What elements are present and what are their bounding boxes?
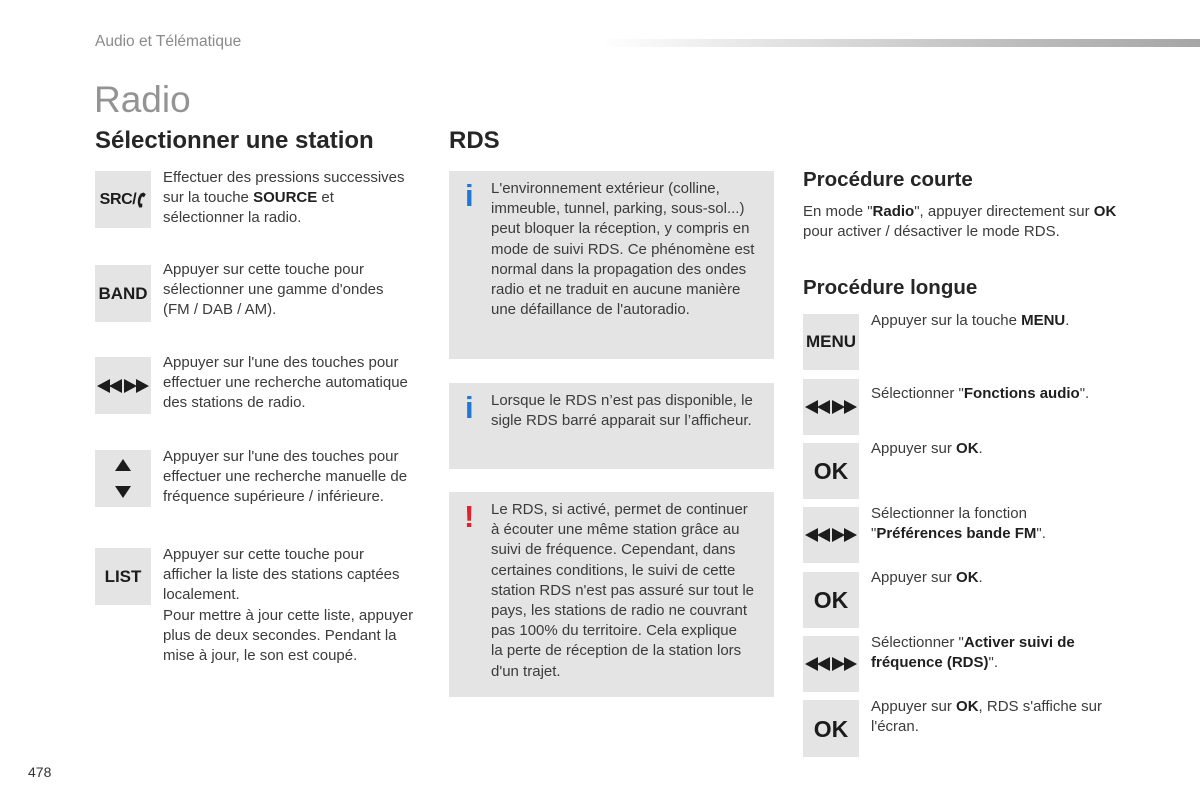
text-segment: Effectuer des pressions successives [163,169,405,186]
ok-key [803,443,859,499]
text-segment: et [317,189,334,207]
rds-info-note [449,171,774,359]
bold-text: SOURCE [253,189,318,207]
text-segment: radio et ne traduit en aucune manière [491,280,741,298]
seek-buttons-icon [805,657,857,671]
text-line [491,280,754,300]
text-line [491,540,754,560]
text-line [163,646,413,666]
menu-key [803,314,859,370]
text-line [491,300,754,320]
text-segment: à écouter une même station grâce au [491,521,740,539]
text-segment: mode de suivi RDS. Ce phénomène est [491,240,755,258]
seek-buttons-icon [805,400,857,414]
text-line [491,199,754,219]
text-segment: localement. [163,586,240,604]
text-segment: peut bloquer la réception, y compris en [491,220,750,238]
text-line [163,260,384,280]
text-line [491,641,754,661]
up-down-key [95,450,151,507]
seek-key [803,379,859,435]
text-line [491,520,754,540]
text-segment: " [871,525,877,543]
text-line [163,373,408,393]
band-key-label: BAND [98,283,148,303]
rds-unavailable-note [449,383,774,469]
text-line [871,384,1089,404]
text-segment: . [978,440,983,457]
text-line [871,568,983,588]
long-step-6-text [871,633,1075,673]
text-line [163,545,413,565]
text-segment: d'un trajet. [491,662,561,680]
text-line [871,524,1046,544]
menu-key-label: MENU [805,332,857,351]
text-line [163,606,413,626]
text-segment: Appuyer sur [871,569,957,586]
ok-key-label: OK [813,458,849,484]
list-key-label: LIST [104,566,142,586]
info-icon: i [465,390,474,425]
text-segment: ". [988,654,999,672]
text-segment: Sélectionner " [871,385,964,402]
page-title: Radio [94,79,191,120]
text-line [491,179,754,199]
text-line [871,697,1102,717]
warning-icon: ! [464,499,475,534]
text-segment: Sélectionner " [871,634,964,651]
list-key [95,548,151,605]
text-line [163,300,384,320]
text-segment: une défaillance de l'autoradio. [491,301,690,319]
text-segment: Le RDS, si activé, permet de continuer [491,501,748,518]
bold-text: fréquence (RDS) [871,654,989,672]
bold-text: Radio [872,203,915,220]
section-header-bar [600,39,1200,47]
text-line [871,439,983,459]
seek-key [803,507,859,563]
text-segment: l'écran. [871,718,919,736]
text-line [871,653,1075,673]
rds-heading: RDS [449,127,500,154]
section-title: Audio et Télématique [95,33,242,50]
ok-key [803,572,859,628]
text-line [491,391,753,411]
text-segment: plus de deux secondes. Pendant la [163,626,397,644]
text-segment: Appuyer sur [871,440,957,457]
long-step-2-text [871,384,1089,404]
bold-text: OK [956,569,979,586]
bold-text: Activer suivi de [963,634,1075,651]
list-instruction [163,545,413,666]
text-segment: immeuble, tunnel, parking, sous-sol...) [491,200,745,218]
text-segment: suivi de fréquence. Cependant, dans [491,541,736,559]
long-step-7-text [871,697,1102,737]
text-segment: effectuer une recherche manuelle de [163,468,408,486]
bold-text: Préférences bande FM [876,525,1037,543]
seek-key [95,357,151,414]
text-segment: pays, les stations de radio ne couvrant [491,601,747,619]
text-line [163,208,405,228]
ok-key-label: OK [813,715,849,742]
text-line [871,717,1102,737]
long-step-3-text [871,439,983,459]
text-line [163,188,405,208]
text-segment: sigle RDS barré apparait sur l’afficheur. [491,412,752,430]
src-key [95,171,151,228]
text-segment: En mode " [803,203,873,220]
text-segment: ", appuyer directement sur [914,203,1094,220]
text-segment: Pour mettre à jour cette liste, appuyer [163,606,414,624]
text-segment: pour activer / désactiver le mode RDS. [803,223,1060,241]
text-segment: Sélectionner la fonction [871,505,1027,522]
select-station-heading: Sélectionner une station [95,127,374,154]
text-line [163,585,413,605]
text-line [491,500,754,520]
text-segment: mise à jour, le son est coupé. [163,646,358,664]
page-number: 478 [28,764,52,780]
text-line [163,447,407,467]
text-segment: , RDS s'affiche sur [978,698,1103,715]
text-line [491,219,754,239]
long-step-4-text [871,504,1046,544]
text-segment: normal dans la propagation des ondes [491,260,747,278]
seek-key [803,636,859,692]
text-line [491,240,754,260]
seek-buttons-icon [97,379,149,393]
text-line [491,581,754,601]
text-segment: afficher la liste des stations captées [163,566,400,584]
rds-unavailable-text [491,391,753,431]
text-segment: sélectionner une gamme d'ondes [163,281,384,299]
phone-icon [136,192,146,208]
text-line [803,202,1116,222]
src-instruction [163,168,405,229]
text-line [803,222,1116,242]
src-key-label: SRC/ [99,190,137,208]
text-segment: Appuyer sur la touche [871,312,1022,329]
rds-info-text [491,179,754,320]
text-segment: pas 100% du territoire. Cela explique [491,622,737,640]
text-line [491,662,754,682]
info-icon: i [465,178,474,213]
text-segment: L'environnement extérieur (colline, [491,180,720,197]
text-line [163,487,407,507]
bold-text: OK [1093,203,1117,220]
text-segment: Lorsque le RDS n’est pas disponible, le [491,392,753,409]
short-procedure-heading: Procédure courte [803,168,973,191]
text-segment: effectuer une recherche automatique [163,374,408,392]
text-segment: ". [1079,385,1090,402]
text-line [871,633,1075,653]
band-instruction [163,260,384,321]
bold-text: MENU [1021,312,1066,329]
ok-key [803,700,859,757]
seek-instruction [163,353,408,414]
text-segment: Appuyer sur [871,698,957,715]
text-line [491,411,753,431]
text-line [491,260,754,280]
long-procedure-heading: Procédure longue [803,276,978,299]
text-segment: des stations de radio. [163,394,306,412]
text-line [163,626,413,646]
text-segment: Appuyer sur l'une des touches pour [163,354,399,371]
long-step-5-text [871,568,983,588]
seek-buttons-icon [805,528,857,542]
text-segment: la perte de réception de la station lors [491,642,742,660]
text-segment: Appuyer sur l'une des touches pour [163,448,399,465]
bold-text: OK [956,440,979,457]
text-segment: (FM / DAB / AM). [163,301,277,319]
text-line [491,561,754,581]
text-segment: certaines conditions, le suivi de cette [491,561,736,579]
text-segment: . [1065,312,1070,329]
text-segment: sur la touche [163,189,254,207]
text-segment: ". [1036,525,1046,543]
bold-text: Fonctions audio [963,385,1080,402]
up-down-arrows-icon [115,459,131,498]
text-line [871,504,1046,524]
text-line [491,621,754,641]
manual-search-instruction [163,447,407,508]
rds-warning-text [491,500,754,682]
text-line [163,393,408,413]
text-line [163,280,384,300]
ok-key-label: OK [813,587,849,613]
text-line [491,601,754,621]
text-segment: station RDS n'est pas assuré sur tout le [491,581,754,599]
text-segment: . [978,569,983,586]
band-key [95,265,151,322]
text-segment: fréquence supérieure / inférieure. [163,488,384,506]
text-line [871,311,1069,331]
bold-text: OK [956,698,979,715]
long-step-1-text [871,311,1069,331]
short-procedure-text [803,202,1116,242]
text-line [163,565,413,585]
text-segment: Appuyer sur cette touche pour [163,546,364,563]
text-line [163,353,408,373]
rds-warning-note [449,492,774,697]
text-segment: Appuyer sur cette touche pour [163,261,364,278]
text-line [163,168,405,188]
text-segment: sélectionner la radio. [163,209,302,227]
text-line [163,467,407,487]
